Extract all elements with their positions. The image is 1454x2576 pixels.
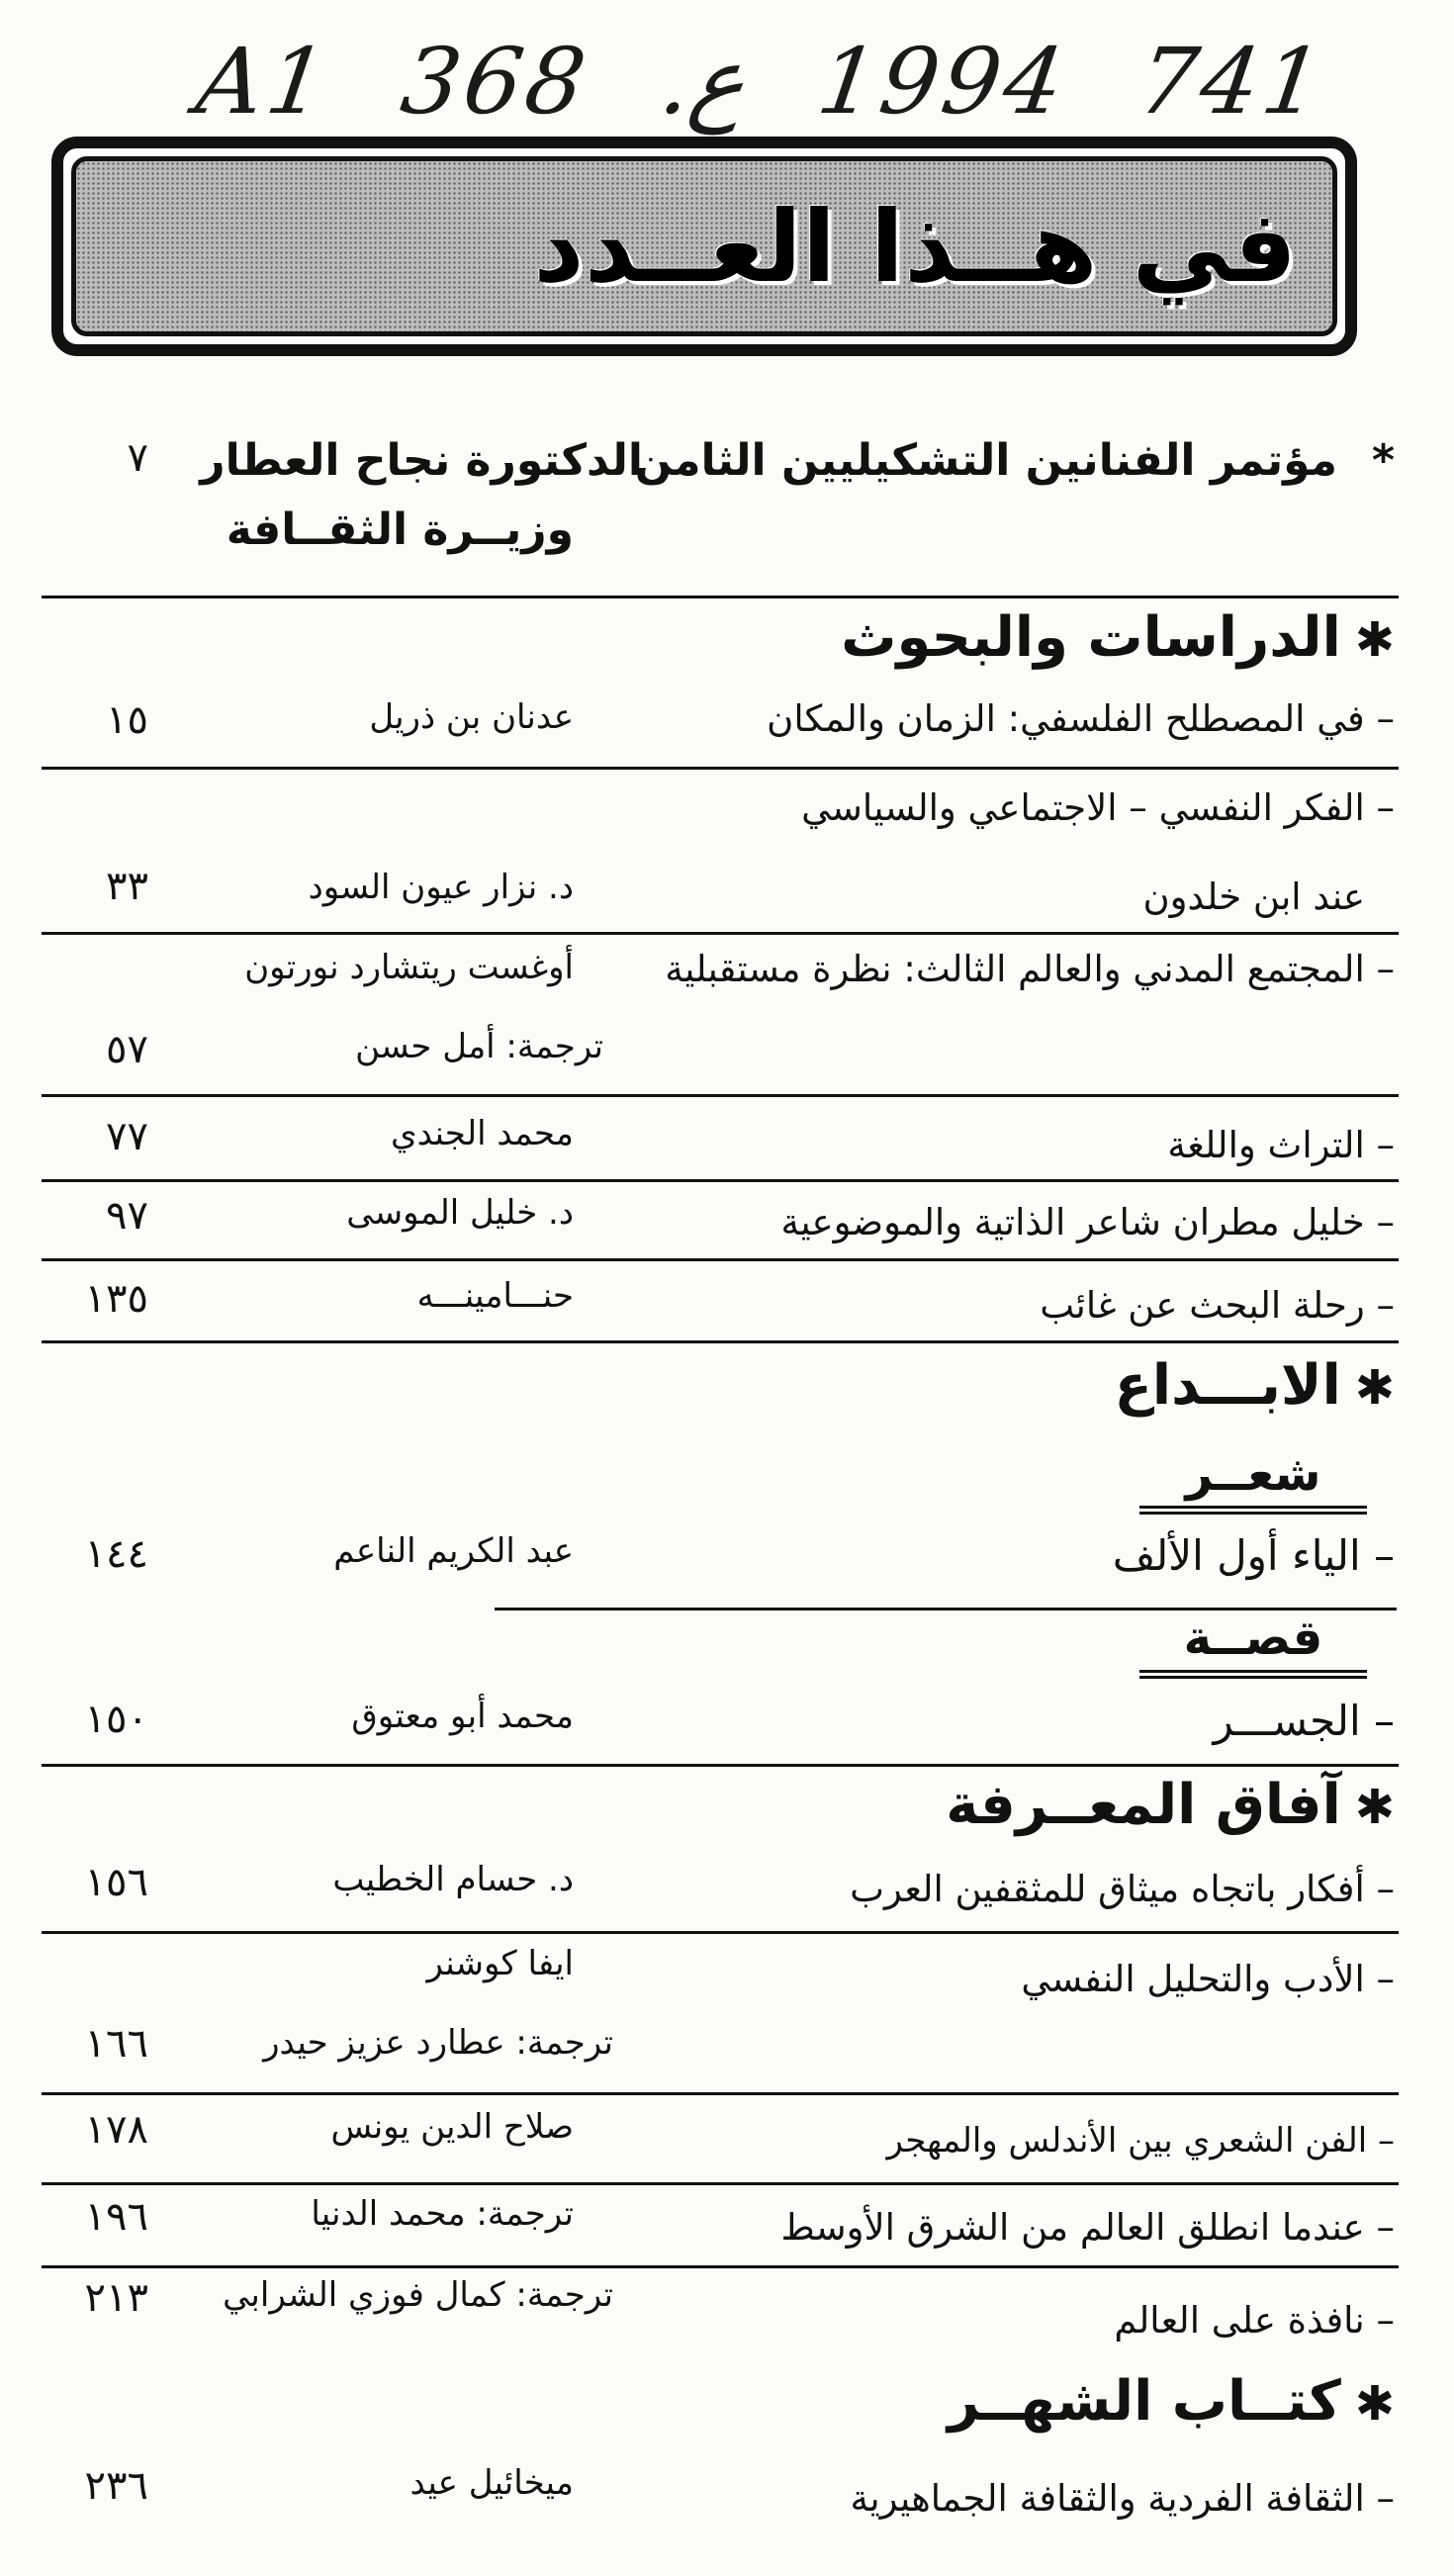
handwritten-part: 1994 [811, 28, 1074, 135]
entry-author: محمد الجندي [391, 1114, 574, 1153]
star-icon: ✱ [1354, 1780, 1395, 1835]
lead-title: مؤتمر الفنانين التشكيليين الثامن [634, 435, 1337, 486]
star-icon: ✱ [1354, 612, 1395, 668]
divider [42, 596, 1399, 598]
entry-page: ١٤٤ [84, 1531, 148, 1577]
divider [42, 767, 1399, 770]
handwritten-catalog-number [190, 22, 1333, 140]
entry-title: – في المصطلح الفلسفي: الزمان والمكان [767, 697, 1395, 740]
divider [42, 1931, 1399, 1934]
entry-page: ١٥٦ [84, 1860, 148, 1905]
entry-title: – الثقافة الفردية والثقافة الجماهيرية [850, 2477, 1395, 2520]
handwritten-part: .ع [654, 28, 754, 135]
handwritten-part: A1 [190, 28, 337, 135]
entry-author: ميخائيل عيد [409, 2463, 574, 2503]
section-heading-creativity [1115, 1353, 1395, 1418]
lead-page: ٧ [127, 435, 148, 481]
issue-banner [51, 137, 1357, 356]
divider [42, 1094, 1399, 1097]
entry-page: ٢١٣ [84, 2275, 148, 2321]
divider [42, 2265, 1399, 2268]
entry-page: ١٣٥ [84, 1276, 148, 1322]
lead-author: الدكتورة نجاح العطار [200, 435, 643, 486]
star-icon: ✱ [1354, 2376, 1395, 2432]
entry-page: ٩٧ [106, 1193, 148, 1239]
entry-author: أوغست ريتشارد نورتون [244, 948, 574, 987]
entry-title: – الياء أول الألف [1112, 1531, 1395, 1580]
entry-page: ١٥ [106, 697, 148, 743]
lead-author-role: وزيــرة الثقــافة [226, 505, 574, 555]
divider [42, 2182, 1399, 2185]
entry-title: – الفن الشعري بين الأندلس والمهجر [886, 2121, 1395, 2161]
entry-translator: ترجمة: أمل حسن [355, 1027, 603, 1066]
entry-author: عبد الكريم الناعم [333, 1531, 574, 1571]
entry-page: ١٩٦ [84, 2194, 148, 2240]
entry-author: حنـــامينـــه [416, 1276, 574, 1316]
bullet-star: * [1371, 435, 1395, 486]
entry-translator: ترجمة: عطارد عزيز حيدر [263, 2023, 613, 2063]
handwritten-part: 741 [1132, 28, 1333, 135]
entry-author: محمد أبو معتوق [351, 1697, 574, 1736]
subsection-heading-story: قصــة [1139, 1610, 1367, 1679]
entry-title: – الأدب والتحليل النفسي [1021, 1958, 1395, 2000]
entry-title: – خليل مطران شاعر الذاتية والموضوعية [780, 1201, 1395, 1243]
entry-author: د. حسام الخطيب [332, 1860, 574, 1899]
section-heading-book [948, 2369, 1395, 2434]
section-heading-knowledge [946, 1773, 1395, 1837]
divider [42, 932, 1399, 935]
entry-title: – عندما انطلق العالم من الشرق الأوسط [780, 2206, 1395, 2249]
entry-title-continued: عند ابن خلدون [1142, 875, 1365, 918]
entry-title: – الفكر النفسي – الاجتماعي والسياسي [801, 786, 1395, 829]
divider [42, 1340, 1399, 1343]
entry-title: – رحلة البحث عن غائب [1040, 1284, 1395, 1327]
section-heading-studies [841, 605, 1395, 670]
entry-author: عدنان بن ذريل [369, 697, 574, 737]
entry-author: ايفا كوشنر [426, 1944, 574, 1983]
entry-author: ترجمة: كمال فوزي الشرابي [223, 2275, 613, 2315]
entry-page: ٣٣ [106, 864, 148, 909]
subsection-heading-poetry: شعــر [1139, 1446, 1367, 1515]
section-label: الدراسات والبحوث [841, 605, 1341, 670]
entry-page: ١٧٨ [84, 2107, 148, 2153]
entry-author: ترجمة: محمد الدنيا [311, 2194, 574, 2234]
entry-author: صلاح الدين يونس [330, 2107, 574, 2147]
entry-page: ١٦٦ [84, 2021, 148, 2067]
entry-title: – الجســـر [1213, 1697, 1395, 1745]
entry-page: ٧٧ [106, 1114, 148, 1159]
section-label: آفاق المعــرفة [946, 1773, 1341, 1837]
star-icon: ✱ [1354, 1360, 1395, 1416]
entry-author: د. نزار عيون السود [308, 868, 574, 907]
entry-title: – أفكار باتجاه ميثاق للمثقفين العرب [850, 1868, 1395, 1910]
entry-page: ٥٧ [106, 1027, 148, 1072]
section-label: كتــاب الشهــر [947, 2369, 1341, 2434]
entry-page: ١٥٠ [84, 1697, 148, 1742]
handwritten-part: 368 [395, 28, 596, 135]
entry-title: – التراث واللغة [1167, 1124, 1395, 1166]
entry-title: – المجتمع المدني والعالم الثالث: نظرة مستقبلية [665, 948, 1395, 990]
entry-author: د. خليل الموسى [346, 1193, 574, 1233]
entry-page: ٢٣٦ [84, 2463, 148, 2509]
banner-inner [71, 156, 1337, 336]
divider [42, 2092, 1399, 2095]
divider [42, 1179, 1399, 1182]
banner-title: في هــذا العــدد [533, 188, 1297, 305]
entry-title: – نافذة على العالم [1114, 2299, 1395, 2342]
divider [42, 1258, 1399, 1261]
section-label: الابـــداع [1114, 1353, 1341, 1418]
divider [42, 1764, 1399, 1767]
